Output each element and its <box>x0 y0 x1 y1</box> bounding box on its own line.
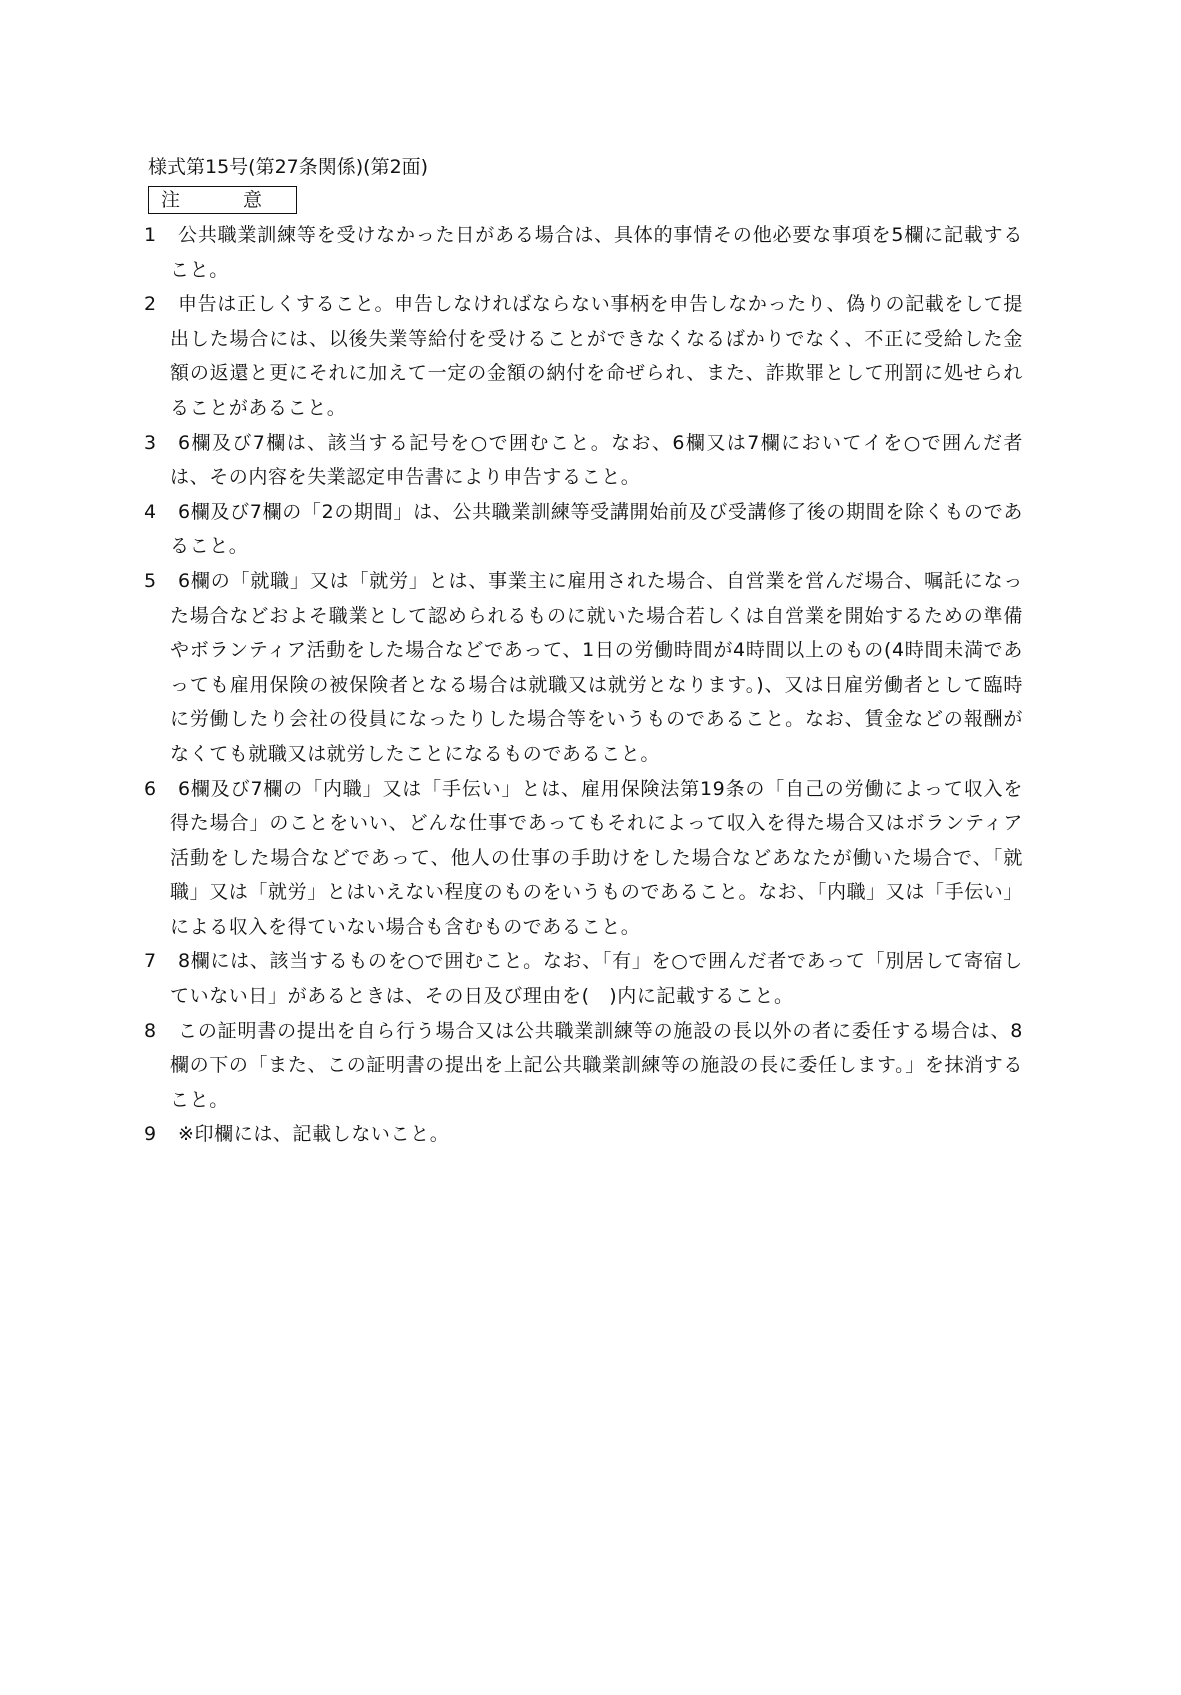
notice-list <box>144 218 1023 1152</box>
item-text: 6欄及び7欄の「内職」又は「手伝い」とは、雇用保険法第19条の「自己の労働によって収入を得た場合」のことをいい、どんな仕事であってもそれによって収入を得た場合又はボランティア活動をした場合などであって、他人の仕事の手助けをした場合などあなたが働いた場合で、「就職」又は「就労」とはいえない程度のものをいうものであること。なお、「内職」又は「手伝い」による収入を得ていない場合も含むものであること。 <box>170 777 1023 938</box>
notice-item-3 <box>144 426 1023 495</box>
notice-item-5 <box>144 564 1023 772</box>
notice-item-8 <box>144 1014 1023 1118</box>
notice-item-1 <box>144 218 1023 287</box>
item-number: 2 <box>144 293 157 316</box>
item-number: 3 <box>144 431 157 454</box>
notice-item-7 <box>144 944 1023 1013</box>
item-text: ※印欄には、記載しないこと。 <box>178 1123 450 1146</box>
item-number: 1 <box>144 224 157 246</box>
item-number: 5 <box>144 569 157 592</box>
item-number: 9 <box>144 1123 157 1146</box>
notice-label: 注 意 <box>161 189 285 211</box>
item-number: 6 <box>144 777 157 800</box>
item-number: 8 <box>144 1019 157 1042</box>
notice-item-2 <box>144 287 1023 425</box>
item-number: 4 <box>144 500 157 523</box>
document-page <box>144 150 1023 1152</box>
item-text: 6欄及び7欄は、該当する記号を○で囲むこと。なお、6欄又は7欄においてイを○で囲んだ者は、その内容を失業認定申告書により申告すること。 <box>170 431 1023 489</box>
item-text: 申告は正しくすること。申告しなければならない事柄を申告しなかったり、偽りの記載をして提出した場合には、以後失業等給付を受けることができなくなるばかりでなく、不正に受給した金額の返還と更にそれに加えて一定の金額の納付を命ぜられ、また、詐欺罪として刑罰に処せられることがあること。 <box>170 293 1023 419</box>
notice-item-6 <box>144 772 1023 945</box>
notice-item-9 <box>144 1117 1023 1152</box>
notice-item-4 <box>144 495 1023 564</box>
item-text: 8欄には、該当するものを○で囲むこと。なお、「有」を○で囲んだ者であって「別居して寄宿していない日」があるときは、その日及び理由を( )内に記載すること。 <box>170 950 1023 1008</box>
item-text: 6欄の「就職」又は「就労」とは、事業主に雇用された場合、自営業を営んだ場合、嘱託になった場合などおよそ職業として認められるものに就いた場合若しくは自営業を開始するための準備やボランティア活動をした場合などであって、1日の労働時間が4時間以上のもの(4時間未満であっても雇用保険の被保険者となる場合は就職又は就労となります。)、又は日雇労働者として臨時に労働したり会社の役員になったりした場合等をいうものであること。なお、賃金などの報酬がなくても就職又は就労したことになるものであること。 <box>170 569 1023 765</box>
item-text: 公共職業訓練等を受けなかった日がある場合は、具体的事情その他必要な事項を5欄に記載すること。 <box>170 224 1023 281</box>
form-title: 様式第15号(第27条関係)(第2面) <box>148 156 429 178</box>
item-text: この証明書の提出を自ら行う場合又は公共職業訓練等の施設の長以外の者に委任する場合は、8欄の下の「また、この証明書の提出を上記公共職業訓練等の施設の長に委任します。」を抹消すること。 <box>170 1019 1023 1111</box>
notice-label-box <box>148 186 297 214</box>
item-number: 7 <box>144 950 157 973</box>
item-text: 6欄及び7欄の「2の期間」は、公共職業訓練等受講開始前及び受講修了後の期間を除くものであること。 <box>170 500 1023 558</box>
